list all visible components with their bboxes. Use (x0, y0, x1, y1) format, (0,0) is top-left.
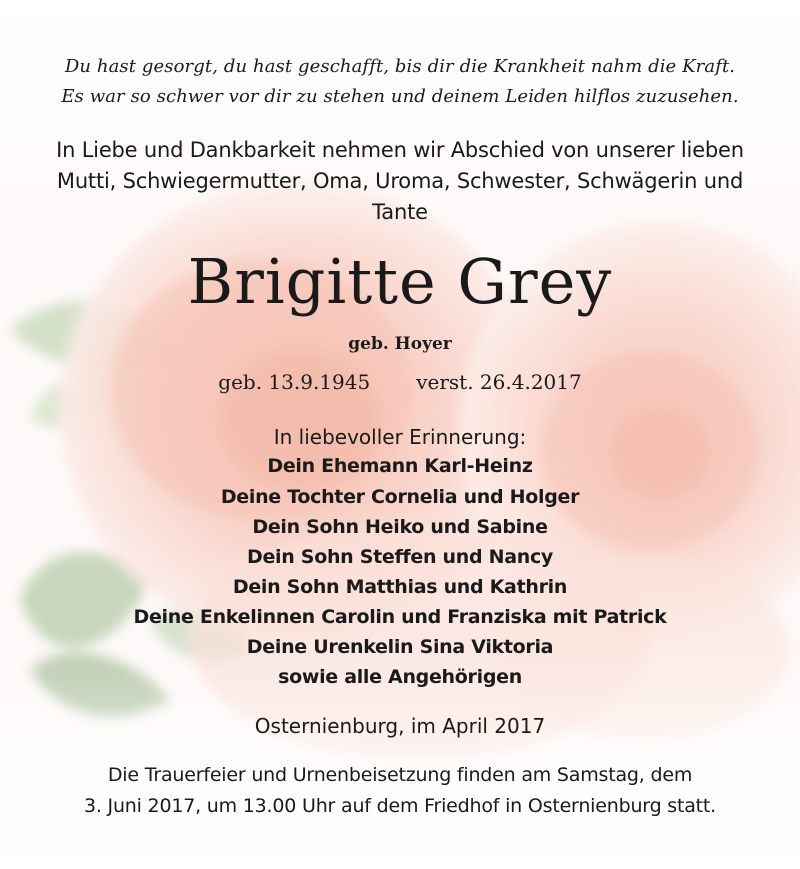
funeral-info-line-1: Die Trauerfeier und Urnenbeisetzung finden am Samstag, dem (107, 764, 693, 786)
family-line-5: Dein Sohn Matthias und Kathrin (232, 576, 568, 598)
quote-line-2: Es war so schwer vor dir zu stehen und deinem Leiden hilflos zuzusehen. (61, 86, 739, 107)
family-line-3: Dein Sohn Heiko und Sabine (252, 516, 548, 538)
family-line-2: Deine Tochter Cornelia und Holger (220, 486, 580, 508)
family-line-4: Dein Sohn Steffen und Nancy (247, 546, 553, 568)
memory-heading: In liebevoller Erinnerung: (273, 425, 527, 449)
deceased-name: Brigitte Grey (187, 245, 613, 318)
family-line-1: Dein Ehemann Karl-Heinz (267, 455, 533, 477)
maiden-name: geb. Hoyer (348, 334, 452, 354)
funeral-info-line-2: 3. Juni 2017, um 13.00 Uhr auf dem Friedhof in Osternienburg statt. (83, 795, 717, 817)
family-line-8: sowie alle Angehörigen (278, 666, 522, 688)
quote-line-1: Du hast gesorgt, du hast geschafft, bis dir die Krankheit nahm die Kraft. (64, 56, 736, 77)
birth-date: geb. 13.9.1945 (218, 370, 371, 394)
death-date: verst. 26.4.2017 (416, 370, 582, 394)
family-line-7: Deine Urenkelin Sina Viktoria (246, 636, 554, 658)
place-and-date: Osternienburg, im April 2017 (254, 714, 546, 738)
intro-line-3: Tante (372, 200, 428, 224)
family-line-6: Deine Enkelinnen Carolin und Franziska mit Patrick (133, 606, 667, 628)
life-dates (0, 370, 800, 394)
intro-line-2: Mutti, Schwiegermutter, Oma, Uroma, Schwester, Schwägerin und (56, 169, 744, 193)
intro-line-1: In Liebe und Dankbarkeit nehmen wir Abschied von unserer lieben (56, 138, 744, 162)
